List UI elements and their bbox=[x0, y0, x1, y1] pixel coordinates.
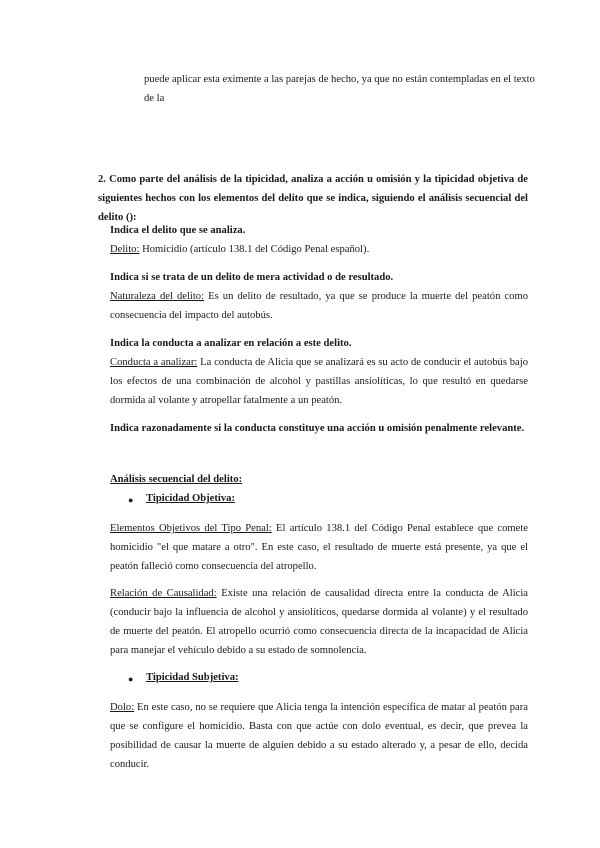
bullet-subjetiva-icon: ● bbox=[128, 674, 134, 684]
naturaleza-heading: Indica si se trata de un delito de mera actividad o de resultado. bbox=[110, 272, 394, 283]
delito-label: Delito: bbox=[110, 244, 140, 255]
tipicidad-subjetiva-label: Tipicidad Subjetiva: bbox=[146, 672, 239, 683]
elementos-paragraph bbox=[110, 519, 528, 576]
section-delito bbox=[110, 221, 528, 259]
causalidad-text: Existe una relación de causalidad directa entre la conducta de Alicia (conducir bajo la influencia de alcohol y ansiolíticos, quedarse dormida al volante) y el resultado de muerte del peatón. El atropello ocurrió como consecuencia directa de la incapacidad de Alicia para manejar el vehículo debido a su estado de somnolencia. bbox=[110, 588, 528, 656]
conducta-label: Conducta a analizar: bbox=[110, 357, 198, 368]
tipicidad-objetiva-label: Tipicidad Objetiva: bbox=[146, 493, 235, 504]
dolo-text: En este caso, no se requiere que Alicia tenga la intención específica de matar al peatón para que se configure el homicidio. Basta con que actúe con dolo eventual, es decir, que prevea la posibilidad de causar la muerte de alguien debido a su estado alterado y, a pesar de ello, decida conducir. bbox=[110, 702, 528, 770]
conducta-text: La conducta de Alicia que se analizará es su acto de conducir el autobús bajo los efectos de una combinación de alcohol y pastillas ansiolíticas, lo que resultó en quedarse dormida al volante y atropellar fatalmente a un peatón. bbox=[110, 357, 528, 406]
naturaleza-label: Naturaleza del delito: bbox=[110, 291, 205, 302]
bullet-objetiva-icon: ● bbox=[128, 495, 134, 505]
intro-paragraph bbox=[144, 70, 536, 108]
question-2: 2. Como parte del análisis de la tipicidad, analiza a acción u omisión y la tipicidad objetiva de siguientes hechos con los elementos del delito que se indica, siguiendo el análisis secuencial del delito (): bbox=[98, 174, 528, 223]
intro-line-2: de la bbox=[144, 93, 165, 104]
causalidad-paragraph bbox=[110, 584, 528, 660]
delito-paragraph bbox=[110, 240, 528, 259]
dolo-label: Dolo: bbox=[110, 702, 135, 713]
razonada-heading: Indica razonadamente si la conducta constituye una acción u omisión penalmente relevante. bbox=[110, 423, 525, 434]
naturaleza-text: Es un delito de resultado, ya que se produce la muerte del peatón como consecuencia del impacto del autobús. bbox=[110, 291, 528, 321]
dolo-paragraph bbox=[110, 698, 528, 774]
naturaleza-paragraph bbox=[110, 287, 528, 325]
section-conducta bbox=[110, 334, 528, 410]
analisis-heading: Análisis secuencial del delito: bbox=[110, 474, 243, 485]
delito-heading: Indica el delito que se analiza. bbox=[110, 225, 246, 236]
elementos-text: El artículo 138.1 del Código Penal establece que comete homicidio "el que matare a otro". En este caso, el resultado de muerte está presente, ya que el peatón falleció como consecuencia del atropello. bbox=[110, 523, 528, 572]
intro-line-1: puede aplicar esta eximente a las parejas de hecho, ya que no están contempladas en el texto bbox=[144, 74, 535, 85]
delito-text: Homicidio (artículo 138.1 del Código Penal español). bbox=[139, 244, 370, 255]
causalidad-label: Relación de Causalidad: bbox=[110, 588, 217, 599]
elementos-label: Elementos Objetivos del Tipo Penal: bbox=[110, 523, 272, 534]
conducta-heading: Indica la conducta a analizar en relación a este delito. bbox=[110, 338, 352, 349]
conducta-paragraph bbox=[110, 353, 528, 410]
section-naturaleza bbox=[110, 268, 528, 325]
